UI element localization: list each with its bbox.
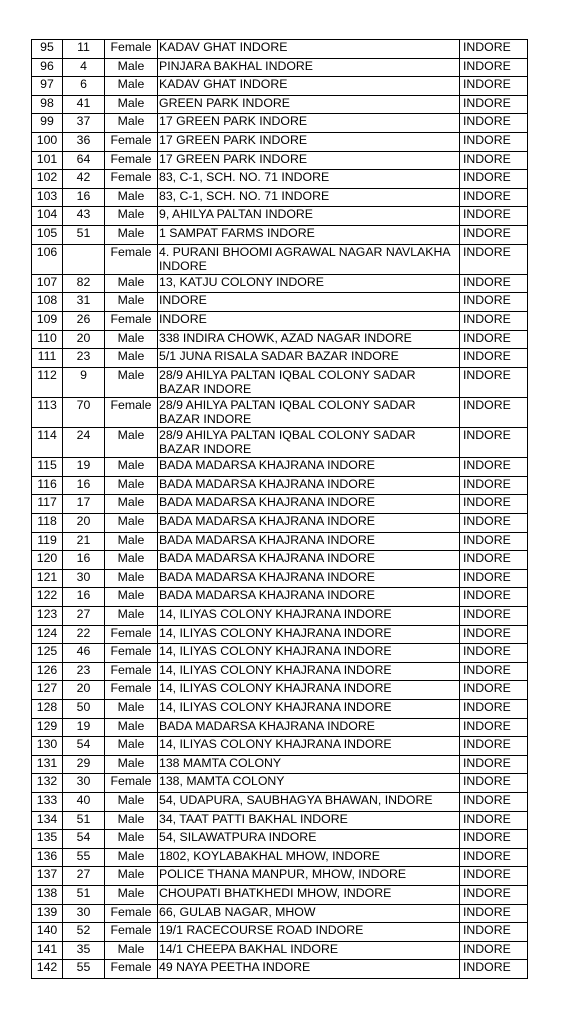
serial-number-cell: 124: [32, 625, 63, 644]
table-row: [32, 225, 528, 244]
serial-number-cell: 136: [32, 848, 63, 867]
gender-cell: Male: [105, 755, 158, 774]
gender-cell: Male: [105, 95, 158, 114]
serial-number-cell: 105: [32, 225, 63, 244]
table-row: [32, 330, 528, 349]
serial-number-cell: 114: [32, 428, 63, 458]
city-cell: INDORE: [460, 514, 528, 533]
table-row: [32, 811, 528, 830]
serial-number-cell: 101: [32, 151, 63, 170]
city-cell: INDORE: [460, 774, 528, 793]
serial-number-cell: 129: [32, 718, 63, 737]
gender-cell: Female: [105, 774, 158, 793]
table-row: [32, 58, 528, 77]
age-cell: 9: [63, 367, 105, 397]
gender-cell: Male: [105, 428, 158, 458]
age-cell: 70: [63, 397, 105, 427]
gender-cell: Male: [105, 811, 158, 830]
address-cell: GREEN PARK INDORE: [158, 95, 460, 114]
gender-cell: Female: [105, 170, 158, 189]
table-row: [32, 274, 528, 293]
address-cell: 14, ILIYAS COLONY KHAJRANA INDORE: [158, 737, 460, 756]
city-cell: INDORE: [460, 77, 528, 96]
serial-number-cell: 109: [32, 311, 63, 330]
address-cell: 17 GREEN PARK INDORE: [158, 151, 460, 170]
city-cell: INDORE: [460, 941, 528, 960]
city-cell: INDORE: [460, 330, 528, 349]
age-cell: 23: [63, 349, 105, 368]
serial-number-cell: 141: [32, 941, 63, 960]
age-cell: 43: [63, 207, 105, 226]
address-cell: 28/9 AHILYA PALTAN IQBAL COLONY SADAR BAZAR INDORE: [158, 397, 460, 427]
age-cell: 55: [63, 960, 105, 979]
address-cell: BADA MADARSA KHAJRANA INDORE: [158, 458, 460, 477]
table-row: [32, 569, 528, 588]
age-cell: 46: [63, 644, 105, 663]
table-row: [32, 923, 528, 942]
gender-cell: Male: [105, 718, 158, 737]
city-cell: INDORE: [460, 923, 528, 942]
gender-cell: Male: [105, 58, 158, 77]
address-cell: 14, ILIYAS COLONY KHAJRANA INDORE: [158, 625, 460, 644]
gender-cell: Female: [105, 644, 158, 663]
age-cell: 30: [63, 569, 105, 588]
gender-cell: Female: [105, 681, 158, 700]
address-cell: 14, ILIYAS COLONY KHAJRANA INDORE: [158, 699, 460, 718]
serial-number-cell: 103: [32, 188, 63, 207]
gender-cell: Male: [105, 225, 158, 244]
gender-cell: Female: [105, 151, 158, 170]
age-cell: 23: [63, 662, 105, 681]
address-cell: 138 MAMTA COLONY: [158, 755, 460, 774]
age-cell: 16: [63, 476, 105, 495]
gender-cell: Male: [105, 114, 158, 133]
age-cell: 54: [63, 737, 105, 756]
city-cell: INDORE: [460, 349, 528, 368]
age-cell: 4: [63, 58, 105, 77]
table-row: [32, 867, 528, 886]
table-row: [32, 311, 528, 330]
serial-number-cell: 98: [32, 95, 63, 114]
address-cell: 83, C-1, SCH. NO. 71 INDORE: [158, 188, 460, 207]
age-cell: 51: [63, 225, 105, 244]
table-row: [32, 681, 528, 700]
gender-cell: Male: [105, 458, 158, 477]
address-cell: KADAV GHAT INDORE: [158, 40, 460, 59]
gender-cell: Male: [105, 792, 158, 811]
gender-cell: Male: [105, 737, 158, 756]
serial-number-cell: 131: [32, 755, 63, 774]
city-cell: INDORE: [460, 699, 528, 718]
city-cell: INDORE: [460, 132, 528, 151]
table-row: [32, 132, 528, 151]
age-cell: 35: [63, 941, 105, 960]
table-row: [32, 532, 528, 551]
gender-cell: Male: [105, 532, 158, 551]
city-cell: INDORE: [460, 274, 528, 293]
gender-cell: Female: [105, 904, 158, 923]
city-cell: INDORE: [460, 367, 528, 397]
table-row: [32, 792, 528, 811]
city-cell: INDORE: [460, 458, 528, 477]
address-cell: CHOUPATI BHATKHEDI MHOW, INDORE: [158, 885, 460, 904]
table-row: [32, 588, 528, 607]
serial-number-cell: 100: [32, 132, 63, 151]
gender-cell: Male: [105, 514, 158, 533]
serial-number-cell: 137: [32, 867, 63, 886]
table-row: [32, 755, 528, 774]
address-cell: 19/1 RACECOURSE ROAD INDORE: [158, 923, 460, 942]
age-cell: 20: [63, 330, 105, 349]
serial-number-cell: 106: [32, 244, 63, 274]
age-cell: 17: [63, 495, 105, 514]
gender-cell: Female: [105, 40, 158, 59]
gender-cell: Male: [105, 699, 158, 718]
city-cell: INDORE: [460, 58, 528, 77]
address-cell: 338 INDIRA CHOWK, AZAD NAGAR INDORE: [158, 330, 460, 349]
gender-cell: Male: [105, 274, 158, 293]
table-row: [32, 77, 528, 96]
gender-cell: Male: [105, 293, 158, 312]
serial-number-cell: 119: [32, 532, 63, 551]
serial-number-cell: 138: [32, 885, 63, 904]
age-cell: 55: [63, 848, 105, 867]
table-row: [32, 188, 528, 207]
serial-number-cell: 135: [32, 830, 63, 849]
gender-cell: Male: [105, 569, 158, 588]
table-row: [32, 960, 528, 979]
serial-number-cell: 107: [32, 274, 63, 293]
serial-number-cell: 133: [32, 792, 63, 811]
age-cell: 16: [63, 188, 105, 207]
gender-cell: Female: [105, 132, 158, 151]
city-cell: INDORE: [460, 885, 528, 904]
table-row: [32, 367, 528, 397]
address-cell: 5/1 JUNA RISALA SADAR BAZAR INDORE: [158, 349, 460, 368]
age-cell: 20: [63, 681, 105, 700]
table-row: [32, 397, 528, 427]
serial-number-cell: 139: [32, 904, 63, 923]
serial-number-cell: 117: [32, 495, 63, 514]
serial-number-cell: 102: [32, 170, 63, 189]
table-row: [32, 244, 528, 274]
city-cell: INDORE: [460, 225, 528, 244]
address-cell: 17 GREEN PARK INDORE: [158, 132, 460, 151]
age-cell: 26: [63, 311, 105, 330]
table-row: [32, 428, 528, 458]
table-row: [32, 699, 528, 718]
age-cell: 51: [63, 811, 105, 830]
age-cell: 20: [63, 514, 105, 533]
address-cell: 1 SAMPAT FARMS INDORE: [158, 225, 460, 244]
age-cell: [63, 244, 105, 274]
serial-number-cell: 122: [32, 588, 63, 607]
serial-number-cell: 130: [32, 737, 63, 756]
gender-cell: Male: [105, 867, 158, 886]
address-cell: BADA MADARSA KHAJRANA INDORE: [158, 495, 460, 514]
age-cell: 19: [63, 718, 105, 737]
age-cell: 42: [63, 170, 105, 189]
address-cell: 14, ILIYAS COLONY KHAJRANA INDORE: [158, 644, 460, 663]
table-row: [32, 885, 528, 904]
address-cell: 14/1 CHEEPA BAKHAL INDORE: [158, 941, 460, 960]
table-row: [32, 551, 528, 570]
gender-cell: Male: [105, 349, 158, 368]
table-row: [32, 625, 528, 644]
city-cell: INDORE: [460, 397, 528, 427]
address-cell: BADA MADARSA KHAJRANA INDORE: [158, 718, 460, 737]
serial-number-cell: 134: [32, 811, 63, 830]
address-cell: 14, ILIYAS COLONY KHAJRANA INDORE: [158, 681, 460, 700]
table-row: [32, 349, 528, 368]
age-cell: 36: [63, 132, 105, 151]
table-row: [32, 514, 528, 533]
address-cell: 13, KATJU COLONY INDORE: [158, 274, 460, 293]
city-cell: INDORE: [460, 737, 528, 756]
city-cell: INDORE: [460, 755, 528, 774]
gender-cell: Female: [105, 923, 158, 942]
table-row: [32, 95, 528, 114]
address-cell: 4. PURANI BHOOMI AGRAWAL NAGAR NAVLAKHA INDORE: [158, 244, 460, 274]
table-row: [32, 293, 528, 312]
address-cell: 83, C-1, SCH. NO. 71 INDORE: [158, 170, 460, 189]
gender-cell: Male: [105, 188, 158, 207]
serial-number-cell: 96: [32, 58, 63, 77]
address-cell: BADA MADARSA KHAJRANA INDORE: [158, 569, 460, 588]
table-row: [32, 848, 528, 867]
table-row: [32, 941, 528, 960]
table-row: [32, 830, 528, 849]
gender-cell: Male: [105, 830, 158, 849]
address-cell: 1802, KOYLABAKHAL MHOW, INDORE: [158, 848, 460, 867]
age-cell: 16: [63, 588, 105, 607]
address-cell: BADA MADARSA KHAJRANA INDORE: [158, 588, 460, 607]
gender-cell: Male: [105, 885, 158, 904]
table-row: [32, 607, 528, 626]
age-cell: 82: [63, 274, 105, 293]
city-cell: INDORE: [460, 95, 528, 114]
address-cell: 14, ILIYAS COLONY KHAJRANA INDORE: [158, 662, 460, 681]
age-cell: 37: [63, 114, 105, 133]
serial-number-cell: 142: [32, 960, 63, 979]
age-cell: 54: [63, 830, 105, 849]
serial-number-cell: 116: [32, 476, 63, 495]
city-cell: INDORE: [460, 244, 528, 274]
city-cell: INDORE: [460, 551, 528, 570]
city-cell: INDORE: [460, 904, 528, 923]
city-cell: INDORE: [460, 170, 528, 189]
address-cell: 54, UDAPURA, SAUBHAGYA BHAWAN, INDORE: [158, 792, 460, 811]
city-cell: INDORE: [460, 476, 528, 495]
address-cell: POLICE THANA MANPUR, MHOW, INDORE: [158, 867, 460, 886]
age-cell: 6: [63, 77, 105, 96]
table-row: [32, 151, 528, 170]
age-cell: 21: [63, 532, 105, 551]
gender-cell: Male: [105, 330, 158, 349]
serial-number-cell: 110: [32, 330, 63, 349]
age-cell: 29: [63, 755, 105, 774]
serial-number-cell: 99: [32, 114, 63, 133]
city-cell: INDORE: [460, 681, 528, 700]
address-cell: PINJARA BAKHAL INDORE: [158, 58, 460, 77]
age-cell: 30: [63, 904, 105, 923]
age-cell: 27: [63, 867, 105, 886]
serial-number-cell: 121: [32, 569, 63, 588]
address-cell: BADA MADARSA KHAJRANA INDORE: [158, 551, 460, 570]
address-cell: 49 NAYA PEETHA INDORE: [158, 960, 460, 979]
table-row: [32, 904, 528, 923]
address-cell: 14, ILIYAS COLONY KHAJRANA INDORE: [158, 607, 460, 626]
address-cell: KADAV GHAT INDORE: [158, 77, 460, 96]
age-cell: 30: [63, 774, 105, 793]
gender-cell: Male: [105, 607, 158, 626]
age-cell: 11: [63, 40, 105, 59]
gender-cell: Female: [105, 960, 158, 979]
table-row: [32, 737, 528, 756]
gender-cell: Male: [105, 367, 158, 397]
address-cell: 66, GULAB NAGAR, MHOW: [158, 904, 460, 923]
city-cell: INDORE: [460, 151, 528, 170]
gender-cell: Female: [105, 662, 158, 681]
serial-number-cell: 118: [32, 514, 63, 533]
age-cell: 50: [63, 699, 105, 718]
age-cell: 31: [63, 293, 105, 312]
gender-cell: Male: [105, 476, 158, 495]
city-cell: INDORE: [460, 188, 528, 207]
table-row: [32, 495, 528, 514]
address-cell: BADA MADARSA KHAJRANA INDORE: [158, 514, 460, 533]
city-cell: INDORE: [460, 40, 528, 59]
table-row: [32, 458, 528, 477]
city-cell: INDORE: [460, 848, 528, 867]
patient-table: [31, 39, 528, 979]
serial-number-cell: 132: [32, 774, 63, 793]
serial-number-cell: 123: [32, 607, 63, 626]
age-cell: 41: [63, 95, 105, 114]
city-cell: INDORE: [460, 588, 528, 607]
age-cell: 52: [63, 923, 105, 942]
gender-cell: Male: [105, 848, 158, 867]
age-cell: 24: [63, 428, 105, 458]
age-cell: 40: [63, 792, 105, 811]
city-cell: INDORE: [460, 114, 528, 133]
address-cell: BADA MADARSA KHAJRANA INDORE: [158, 532, 460, 551]
gender-cell: Female: [105, 625, 158, 644]
address-cell: INDORE: [158, 293, 460, 312]
table-row: [32, 718, 528, 737]
serial-number-cell: 108: [32, 293, 63, 312]
city-cell: INDORE: [460, 495, 528, 514]
address-cell: 28/9 AHILYA PALTAN IQBAL COLONY SADAR BAZAR INDORE: [158, 428, 460, 458]
table-row: [32, 476, 528, 495]
city-cell: INDORE: [460, 625, 528, 644]
serial-number-cell: 128: [32, 699, 63, 718]
city-cell: INDORE: [460, 811, 528, 830]
gender-cell: Male: [105, 588, 158, 607]
serial-number-cell: 140: [32, 923, 63, 942]
serial-number-cell: 97: [32, 77, 63, 96]
city-cell: INDORE: [460, 607, 528, 626]
age-cell: 19: [63, 458, 105, 477]
age-cell: 22: [63, 625, 105, 644]
city-cell: INDORE: [460, 662, 528, 681]
gender-cell: Male: [105, 77, 158, 96]
city-cell: INDORE: [460, 792, 528, 811]
address-cell: 34, TAAT PATTI BAKHAL INDORE: [158, 811, 460, 830]
table-row: [32, 170, 528, 189]
address-cell: 138, MAMTA COLONY: [158, 774, 460, 793]
city-cell: INDORE: [460, 207, 528, 226]
address-cell: BADA MADARSA KHAJRANA INDORE: [158, 476, 460, 495]
age-cell: 16: [63, 551, 105, 570]
age-cell: 51: [63, 885, 105, 904]
city-cell: INDORE: [460, 428, 528, 458]
table-row: [32, 114, 528, 133]
serial-number-cell: 95: [32, 40, 63, 59]
table-row: [32, 644, 528, 663]
age-cell: 27: [63, 607, 105, 626]
city-cell: INDORE: [460, 830, 528, 849]
table-body: [32, 40, 528, 979]
serial-number-cell: 125: [32, 644, 63, 663]
table-row: [32, 774, 528, 793]
serial-number-cell: 113: [32, 397, 63, 427]
city-cell: INDORE: [460, 569, 528, 588]
gender-cell: Female: [105, 397, 158, 427]
serial-number-cell: 120: [32, 551, 63, 570]
address-cell: 9, AHILYA PALTAN INDORE: [158, 207, 460, 226]
table-row: [32, 207, 528, 226]
address-cell: 54, SILAWATPURA INDORE: [158, 830, 460, 849]
serial-number-cell: 111: [32, 349, 63, 368]
table-row: [32, 40, 528, 59]
address-cell: INDORE: [158, 311, 460, 330]
serial-number-cell: 112: [32, 367, 63, 397]
gender-cell: Female: [105, 244, 158, 274]
gender-cell: Male: [105, 207, 158, 226]
city-cell: INDORE: [460, 293, 528, 312]
city-cell: INDORE: [460, 867, 528, 886]
city-cell: INDORE: [460, 718, 528, 737]
city-cell: INDORE: [460, 532, 528, 551]
serial-number-cell: 115: [32, 458, 63, 477]
serial-number-cell: 104: [32, 207, 63, 226]
serial-number-cell: 127: [32, 681, 63, 700]
gender-cell: Male: [105, 941, 158, 960]
serial-number-cell: 126: [32, 662, 63, 681]
table-row: [32, 662, 528, 681]
gender-cell: Male: [105, 551, 158, 570]
address-cell: 28/9 AHILYA PALTAN IQBAL COLONY SADAR BAZAR INDORE: [158, 367, 460, 397]
gender-cell: Male: [105, 495, 158, 514]
age-cell: 64: [63, 151, 105, 170]
gender-cell: Female: [105, 311, 158, 330]
city-cell: INDORE: [460, 311, 528, 330]
address-cell: 17 GREEN PARK INDORE: [158, 114, 460, 133]
city-cell: INDORE: [460, 644, 528, 663]
city-cell: INDORE: [460, 960, 528, 979]
